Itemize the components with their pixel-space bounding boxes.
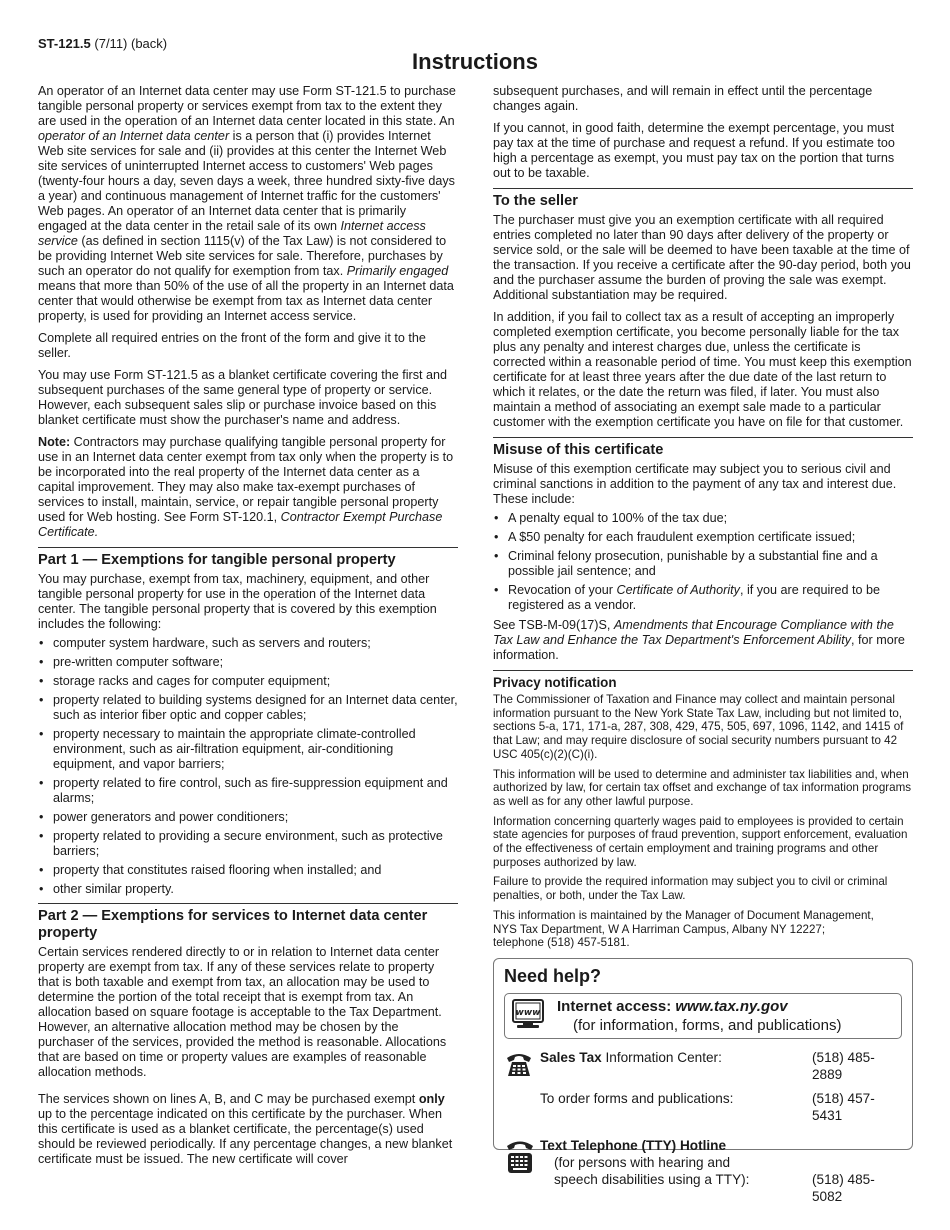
- privacy-paragraph: The Commissioner of Taxation and Finance may collect and maintain personal information pursuant to the New York State Tax Law, including but not limited to, sections 5-a, 171, 171-a, 287, 308, 429, 475, 505, 697, 1096, 1142, and 1415 of that Law; and may require disclosure of social security numbers pursuant to 42 USC 405(c)(2)(C)(i).: [493, 693, 904, 761]
- right-column: [493, 84, 913, 1204]
- privacy-paragraph: This information will be used to determine and administer tax liabilities and, when authorized by law, for certain tax offset and exchange of tax information programs as well as for any other lawful purpose.: [493, 767, 912, 808]
- page-title: Instructions: [412, 49, 538, 74]
- tty-row: [504, 1137, 902, 1205]
- need-help-box: [493, 958, 913, 1204]
- part1-list: [38, 636, 458, 897]
- list-item: • A $50 penalty for each fraudulent exemption certificate issued;: [493, 530, 913, 545]
- seller-paragraph-1: The purchaser must give you an exemption certificate with all required entries completed no later than 90 days after delivery of the property or service sold, or the sale will be deemed to have been taxable at the time of the transaction. If you receive a certificate after the 90-day period, both you and the purchaser assume the burden of proving the sale was exempt. Additional substantiation may be required.: [493, 213, 911, 302]
- list-item: • Criminal felony prosecution, punishable by a substantial fine and a possible jail sentence; and: [493, 549, 913, 579]
- internet-access-box: [504, 993, 902, 1039]
- complete-entries-paragraph: Complete all required entries on the front of the form and give it to the seller.: [38, 331, 426, 360]
- list-item: • other similar property.: [38, 882, 458, 897]
- form-date: (7/11) (back): [94, 36, 168, 51]
- list-item: • property necessary to maintain the appropriate climate-controlled environment, such as air-filtration equipment, air-conditioning equipment, and vapor barriers;: [38, 727, 458, 772]
- divider: [38, 903, 458, 904]
- part1-heading: Part 1 — Exemptions for tangible personal property: [38, 552, 396, 568]
- privacy-heading: Privacy notification: [493, 675, 617, 690]
- internet-label: Internet access:: [557, 997, 676, 1015]
- form-id: [38, 36, 167, 51]
- tty-phone: (518) 485-5082: [812, 1171, 875, 1204]
- list-item: • property related to providing a secure environment, such as protective barriers;: [38, 829, 458, 859]
- privacy-paragraph: Failure to provide the required information may subject you to civil or criminal penalties, or both, under the Tax Law.: [493, 875, 888, 903]
- tty-heading: Text Telephone (TTY) Hotline: [540, 1137, 727, 1153]
- blanket-certificate-paragraph: You may use Form ST-121.5 as a blanket certificate covering the first and subsequent purchases of the same general type of property or service. However, each subsequent sales slip or purchase invoice based on this blanket certificate must show the purchaser's name and address.: [38, 368, 448, 427]
- privacy-paragraph: Information concerning quarterly wages paid to employees is provided to certain state agencies for purposes of fraud prevention, support enforcement, evaluation of the effectiveness of certain employment and training programs and other purposes authorized by law.: [493, 814, 908, 869]
- part2-allocation-paragraph: Certain services rendered directly to or in relation to Internet data center property are exempt from tax. If any of these services relate to property that is both taxable and exempt from tax, an allocation may be used to determine the portion of the total receipt that is exempt from tax. An allocation based on square footage is acceptable to the Tax Department. However, an alternative allocation method may be chosen by the purchaser of the services, provided the method is reasonable. Allocations that are based on time or property values are examples of reasonable allocation methods.: [38, 945, 447, 1079]
- internet-sub: (for information, forms, and publications): [573, 1016, 842, 1034]
- part2-percentage-paragraph: The services shown on lines A, B, and C may be purchased exempt only up to the percentage indicated on this certificate by the purchaser. When this certificate is used as a blanket certificate, the percentage(s) used should be reviewed periodically. If any percentage changes, a new blanket certificate must be issued. The new certificate will cover: [38, 1092, 453, 1166]
- privacy-contact: This information is maintained by the Manager of Document Management, NYS Tax Department, W A Harriman Campus, Albany NY 12227; telephone (518) 457-5181.: [493, 908, 874, 950]
- sales-tax-row: [504, 1049, 902, 1131]
- divider: [38, 547, 458, 548]
- seller-heading: To the seller: [493, 193, 578, 209]
- misuse-list: [493, 511, 913, 613]
- need-help-heading: Need help?: [504, 965, 602, 986]
- part1-text: You may purchase, exempt from tax, machinery, equipment, and other tangible personal property for use in the operation of the Internet data center. The tangible personal property that is covered by this exemption includes the following:: [38, 572, 437, 631]
- list-item: • pre-written computer software;: [38, 655, 458, 670]
- tsb-reference: See TSB-M-09(17)S, Amendments that Encourage Compliance with the Tax Law and Enhance the Tax Department's Enforcement Ability, for more information.: [493, 618, 905, 662]
- www-icon-text: www: [515, 1007, 541, 1018]
- divider: [493, 437, 913, 438]
- computer-icon: [511, 997, 545, 1035]
- left-column: [38, 84, 458, 1174]
- list-item: • storage racks and cages for computer equipment;: [38, 674, 458, 689]
- list-item: • property related to fire control, such as fire-suppression equipment and alarms;: [38, 776, 458, 806]
- intro-paragraph: An operator of an Internet data center may use Form ST-121.5 to purchase tangible personal property or services exempt from tax to the extent they are used in the operation of an Internet data center located in this state. An operator of an Internet data center is a person that (i) provides Internet Web site services for sale and (ii) provides at this center the Internet Web site services of uninterrupted Internet access to customers' Web pages (twenty-four hours a day, seven days a week, three hundred sixty-five days a year) and continuous management of Internet traffic for the customers' Web pages. An operator of an Internet data center that is primarily engaged at the data center in the retail sale of its own Internet access service (as defined in section 1115(v) of the Tax Law) is not considered to be providing Internet Web site services for sale. Therefore, purchases by such an operator do not qualify for exemption from tax. Primarily engaged means that more than 50% of the use of all the property in an Internet data center that would otherwise be exempt from tax as Internet data center property, is used for providing an Internet access service.: [38, 84, 456, 323]
- divider: [493, 188, 913, 189]
- good-faith-paragraph: If you cannot, in good faith, determine the exempt percentage, you must pay tax at the time of purchase and request a refund. If you estimate too high a percentage as exempt, you must pay tax on the portion that turns out to be taxable.: [493, 121, 895, 180]
- list-item: • property that constitutes raised flooring when installed; and: [38, 863, 458, 878]
- misuse-heading: Misuse of this certificate: [493, 442, 664, 458]
- tty-line: [540, 1171, 902, 1205]
- misuse-paragraph: Misuse of this exemption certificate may subject you to serious civil and criminal sanctions in addition to the payment of any tax and interest due. These include:: [493, 462, 897, 506]
- part2-heading: Part 2 — Exemptions for services to Internet data center property: [38, 908, 428, 941]
- tty-icon: [504, 1137, 540, 1181]
- sales-tax-phone: (518) 485-2889: [812, 1049, 875, 1082]
- forms-line: To order forms and publications: (518) 457-5431: [540, 1090, 902, 1124]
- tty-line-1: (for persons with hearing and: [554, 1154, 731, 1170]
- list-item: • computer system hardware, such as servers and routers;: [38, 636, 458, 651]
- website-link[interactable]: www.tax.ny.gov: [675, 997, 788, 1015]
- list-item: • property related to building systems designed for an Internet data center, such as interior fiber optic and copper cables;: [38, 693, 458, 723]
- divider: [493, 670, 913, 671]
- privacy-section: [493, 693, 913, 950]
- note-paragraph: Note: Contractors may purchase qualifying tangible personal property for use in an Internet data center exempt from tax only when the property is to be incorporated into the real property of the Internet data center as a capital improvement. They may also make tax-exempt purchases of services to install, maintain, service, or repair tangible personal property used for Web hosting. See Form ST-120.1, Contractor Exempt Purchase Certificate.: [38, 435, 454, 539]
- telephone-icon: [504, 1049, 540, 1083]
- seller-paragraph-2: In addition, if you fail to collect tax as a result of accepting an improperly completed exemption certificate, you become personally liable for the tax plus any penalty and interest charges due, unless the certificate is corrected within a reasonable period of time. You must keep this exemption certificate for at least three years after the due date of the last return to which it relates, or the date the return was filed, if later. You must also maintain a method of associating an exempt sale made to a particular customer with the exemption certificate you have on file for that customer.: [493, 310, 912, 429]
- list-item: • Revocation of your Certificate of Authority, if you are required to be registered as a vendor.: [493, 583, 913, 613]
- internet-access-text: [557, 997, 841, 1035]
- continued-paragraph: subsequent purchases, and will remain in effect until the percentage changes again.: [493, 84, 873, 113]
- forms-phone: (518) 457-5431: [812, 1090, 875, 1123]
- form-number: ST-121.5: [38, 36, 91, 51]
- list-item: • A penalty equal to 100% of the tax due;: [493, 511, 913, 526]
- list-item: • power generators and power conditioners;: [38, 810, 458, 825]
- sales-tax-line: Sales Tax Information Center: (518) 485-2889: [540, 1049, 902, 1083]
- tty-line-2: speech disabilities using a TTY):: [554, 1171, 750, 1187]
